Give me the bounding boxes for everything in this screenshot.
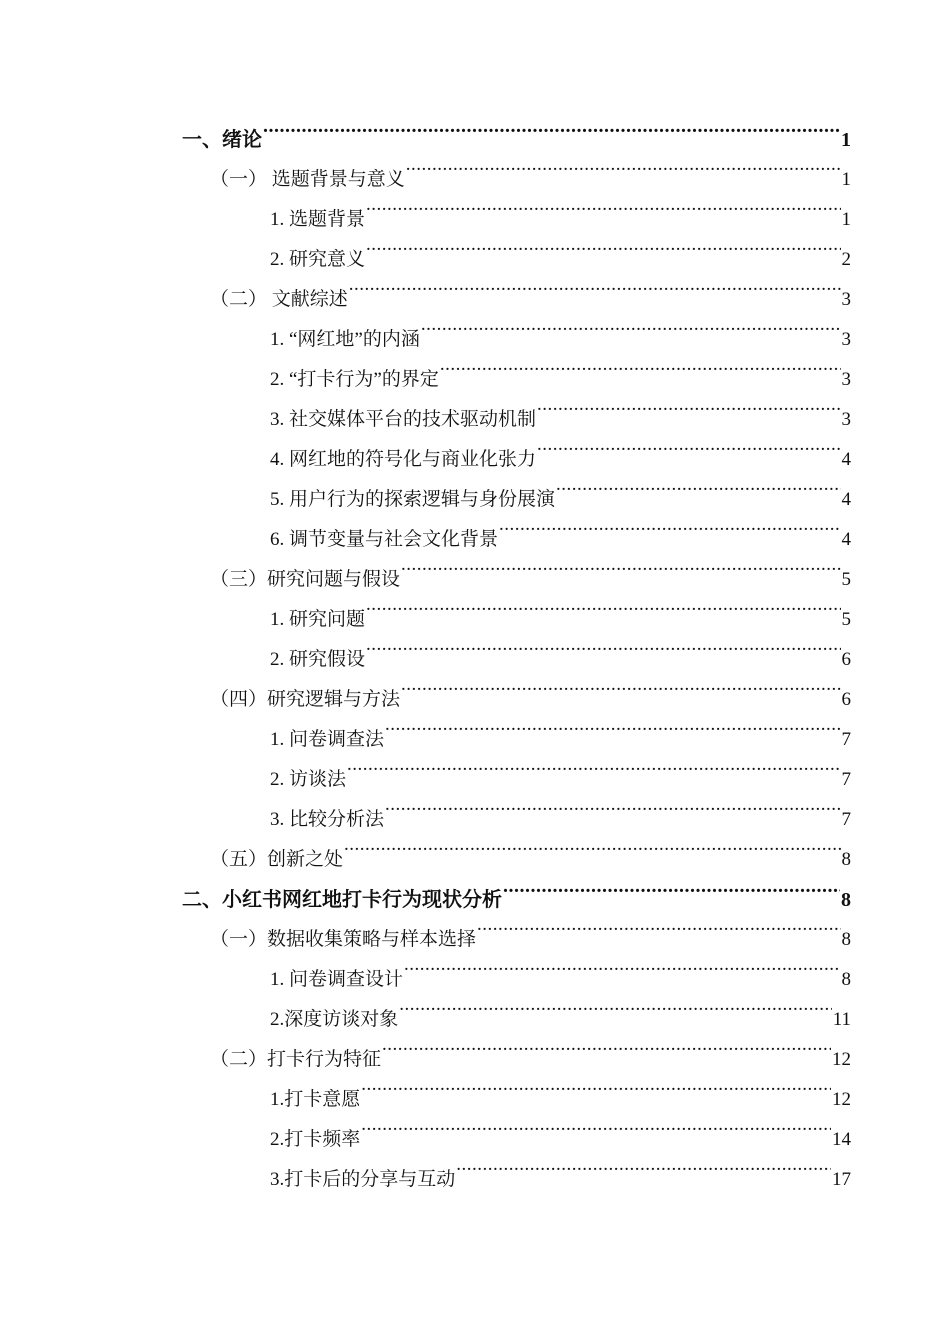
toc-entry-page-number: 1: [841, 169, 851, 190]
toc-entry-label: 2.打卡频率: [270, 1129, 361, 1150]
toc-entry[interactable]: [182, 1080, 851, 1120]
toc-entry-page-number: 3: [841, 329, 851, 350]
toc-entry[interactable]: [182, 400, 851, 440]
toc-entry-label: 一、绪论: [182, 129, 262, 151]
toc-entry[interactable]: [182, 120, 851, 160]
toc-entry-label: 1. 问卷调查设计: [270, 969, 404, 990]
toc-entry-label: 5. 用户行为的探索逻辑与身份展演: [270, 489, 556, 510]
toc-entry[interactable]: [182, 640, 851, 680]
dot-leader: [503, 886, 840, 906]
dot-leader: [399, 1006, 831, 1025]
toc-entry[interactable]: [182, 1120, 851, 1160]
toc-entry-page-number: 8: [841, 929, 851, 950]
toc-entry[interactable]: [182, 560, 851, 600]
toc-entry-label: （二）打卡行为特征: [210, 1049, 382, 1070]
toc-entry-label: 1.打卡意愿: [270, 1089, 361, 1110]
dot-leader: [404, 966, 840, 985]
toc-entry[interactable]: [182, 960, 851, 1000]
dot-leader: [349, 286, 841, 305]
toc-entry[interactable]: [182, 760, 851, 800]
dot-leader: [385, 726, 840, 745]
toc-entry-page-number: 3: [841, 289, 851, 310]
toc-entry-page-number: 4: [841, 489, 851, 510]
toc-entry[interactable]: [182, 840, 851, 880]
toc-entry[interactable]: [182, 160, 851, 200]
dot-leader: [385, 806, 840, 825]
table-of-contents: [182, 120, 851, 1200]
toc-entry-label: 3.打卡后的分享与互动: [270, 1169, 456, 1190]
toc-entry-page-number: 14: [832, 1129, 851, 1150]
dot-leader: [347, 766, 840, 785]
toc-entry-page-number: 8: [841, 889, 851, 911]
dot-leader: [366, 246, 840, 265]
toc-entry[interactable]: [182, 360, 851, 400]
toc-entry-label: （一） 选题背景与意义: [210, 169, 405, 190]
toc-entry-page-number: 1: [841, 129, 851, 151]
toc-entry-page-number: 8: [841, 849, 851, 870]
toc-entry-page-number: 5: [841, 569, 851, 590]
toc-entry-label: 6. 调节变量与社会文化背景: [270, 529, 499, 550]
dot-leader: [366, 646, 840, 665]
toc-entry[interactable]: [182, 480, 851, 520]
toc-entry[interactable]: [182, 240, 851, 280]
toc-entry[interactable]: [182, 720, 851, 760]
dot-leader: [263, 126, 840, 146]
toc-entry-label: 2. “打卡行为”的界定: [270, 369, 439, 390]
dot-leader: [401, 566, 840, 585]
dot-leader: [366, 606, 840, 625]
toc-entry-page-number: 4: [841, 449, 851, 470]
toc-entry[interactable]: [182, 1000, 851, 1040]
toc-entry-page-number: 7: [841, 809, 851, 830]
toc-entry-page-number: 3: [841, 409, 851, 430]
toc-entry[interactable]: [182, 680, 851, 720]
toc-entry-page-number: 6: [841, 649, 851, 670]
toc-entry[interactable]: [182, 520, 851, 560]
toc-entry-page-number: 4: [841, 529, 851, 550]
toc-entry[interactable]: [182, 920, 851, 960]
toc-entry-label: （三）研究问题与假设: [210, 569, 401, 590]
dot-leader: [361, 1086, 831, 1105]
toc-entry-page-number: 17: [832, 1169, 851, 1190]
dot-leader: [406, 166, 841, 185]
dot-leader: [537, 406, 840, 425]
toc-entry-page-number: 12: [832, 1089, 851, 1110]
toc-entry[interactable]: [182, 280, 851, 320]
toc-entry[interactable]: [182, 800, 851, 840]
toc-entry-page-number: 8: [841, 969, 851, 990]
dot-leader: [499, 526, 840, 545]
dot-leader: [537, 446, 840, 465]
toc-entry[interactable]: [182, 1160, 851, 1200]
toc-entry-page-number: 11: [832, 1009, 851, 1030]
toc-entry[interactable]: [182, 440, 851, 480]
toc-entry-label: 2. 研究意义: [270, 249, 366, 270]
toc-entry-label: （四）研究逻辑与方法: [210, 689, 401, 710]
dot-leader: [440, 366, 841, 385]
toc-entry-label: 2. 研究假设: [270, 649, 366, 670]
toc-entry-label: 3. 比较分析法: [270, 809, 385, 830]
toc-entry-label: 1. 选题背景: [270, 209, 366, 230]
toc-entry-page-number: 12: [832, 1049, 851, 1070]
dot-leader: [556, 486, 840, 505]
dot-leader: [477, 926, 840, 945]
toc-entry-page-number: 7: [841, 769, 851, 790]
toc-entry[interactable]: [182, 200, 851, 240]
toc-entry-label: 3. 社交媒体平台的技术驱动机制: [270, 409, 537, 430]
toc-entry-page-number: 5: [841, 609, 851, 630]
toc-entry-label: 4. 网红地的符号化与商业化张力: [270, 449, 537, 470]
dot-leader: [456, 1166, 831, 1185]
toc-entry-label: 二、小红书网红地打卡行为现状分析: [182, 889, 502, 911]
toc-entry-label: （五）创新之处: [210, 849, 344, 870]
toc-entry-page-number: 2: [841, 249, 851, 270]
toc-entry[interactable]: [182, 320, 851, 360]
toc-entry-label: 1. “网红地”的内涵: [270, 329, 420, 350]
toc-entry[interactable]: [182, 600, 851, 640]
toc-entry-label: 2.深度访谈对象: [270, 1009, 399, 1030]
dot-leader: [382, 1046, 831, 1065]
dot-leader: [401, 686, 840, 705]
dot-leader: [421, 326, 841, 345]
toc-entry-page-number: 3: [841, 369, 851, 390]
dot-leader: [366, 206, 840, 225]
toc-entry-label: （二） 文献综述: [210, 289, 348, 310]
toc-entry-page-number: 7: [841, 729, 851, 750]
toc-entry-label: 2. 访谈法: [270, 769, 347, 790]
toc-entry[interactable]: [182, 880, 851, 920]
toc-entry-label: 1. 问卷调查法: [270, 729, 385, 750]
toc-entry-page-number: 6: [841, 689, 851, 710]
toc-entry-label: （一）数据收集策略与样本选择: [210, 929, 477, 950]
dot-leader: [344, 846, 840, 865]
toc-entry-page-number: 1: [841, 209, 851, 230]
toc-entry-label: 1. 研究问题: [270, 609, 366, 630]
toc-entry[interactable]: [182, 1040, 851, 1080]
dot-leader: [361, 1126, 831, 1145]
